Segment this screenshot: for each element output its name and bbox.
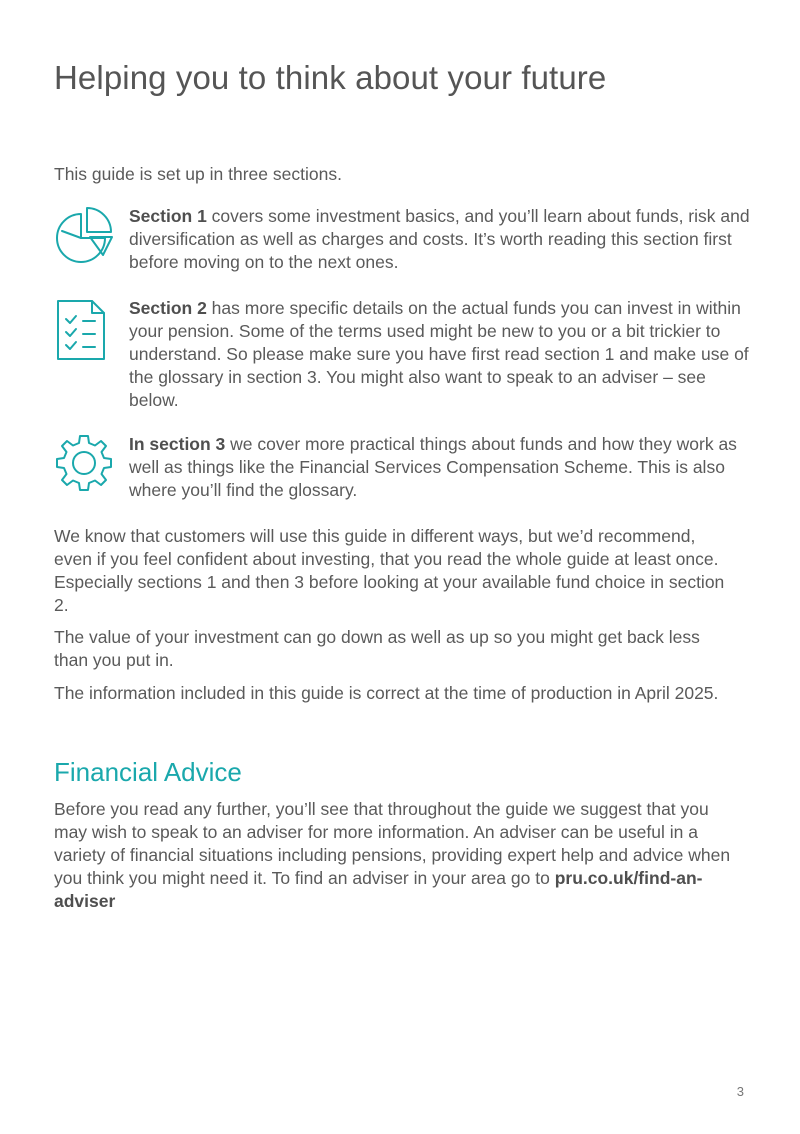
section-1-label: Section 1 — [129, 206, 207, 226]
information-date-paragraph: The information included in this guide is correct at the time of production in April 2025. — [54, 683, 719, 703]
checklist-icon — [54, 297, 114, 357]
financial-advice-heading: Financial Advice — [54, 757, 242, 787]
intro-text: This guide is set up in three sections. — [54, 164, 342, 184]
section-3-body: we cover more practical things about funds and how they work as well as things like the Financial Services Compensation Scheme. This is also where you’ll find the glossary. — [129, 434, 737, 500]
financial-advice-text: Before you read any further, you’ll see that throughout the guide we suggest that you may wish to speak to an adviser for more information. An adviser can be useful in a variety of financial situations including pensions, providing expert help and advice when you think you might need it. To find an adviser in your area go to — [54, 799, 731, 888]
section-2-body: has more specific details on the actual funds you can invest in within your pension. Some of the terms used might be new to you or a bit trickier to understand. So please make sure you have first read section 1 and make use of the glossary in section 3. You might also want to speak to an adviser – see below. — [129, 298, 749, 410]
section-2-text — [129, 297, 754, 412]
section-1-body: covers some investment basics, and you’ll learn about funds, risk and diversification as well as charges and costs. It’s worth reading this section first before moving on to the next ones. — [129, 206, 750, 272]
investment-risk-paragraph: The value of your investment can go down as well as up so you might get back less than you put in. — [54, 627, 700, 670]
page-title: Helping you to think about your future — [54, 59, 607, 96]
guide-usage-paragraph: We know that customers will use this guide in different ways, but we’d recommend, even if you feel confident about investing, that you read the whole guide at least once. Especially sections 1 and then 3 before looking at your available fund choice in section 2. — [54, 526, 725, 615]
find-an-adviser-link[interactable]: pru.co.uk/find-an-adviser — [54, 868, 703, 911]
section-3-text — [129, 433, 754, 502]
gear-icon — [54, 433, 114, 493]
section-1-text — [129, 205, 754, 274]
section-3-label: In section 3 — [129, 434, 226, 454]
financial-advice-paragraph — [54, 798, 734, 913]
section-3-block — [54, 433, 754, 502]
section-1-block — [54, 205, 754, 274]
section-2-label: Section 2 — [129, 298, 207, 318]
page-number: 3 — [736, 1084, 744, 1099]
section-2-block — [54, 297, 754, 412]
pie-chart-icon — [54, 205, 114, 265]
